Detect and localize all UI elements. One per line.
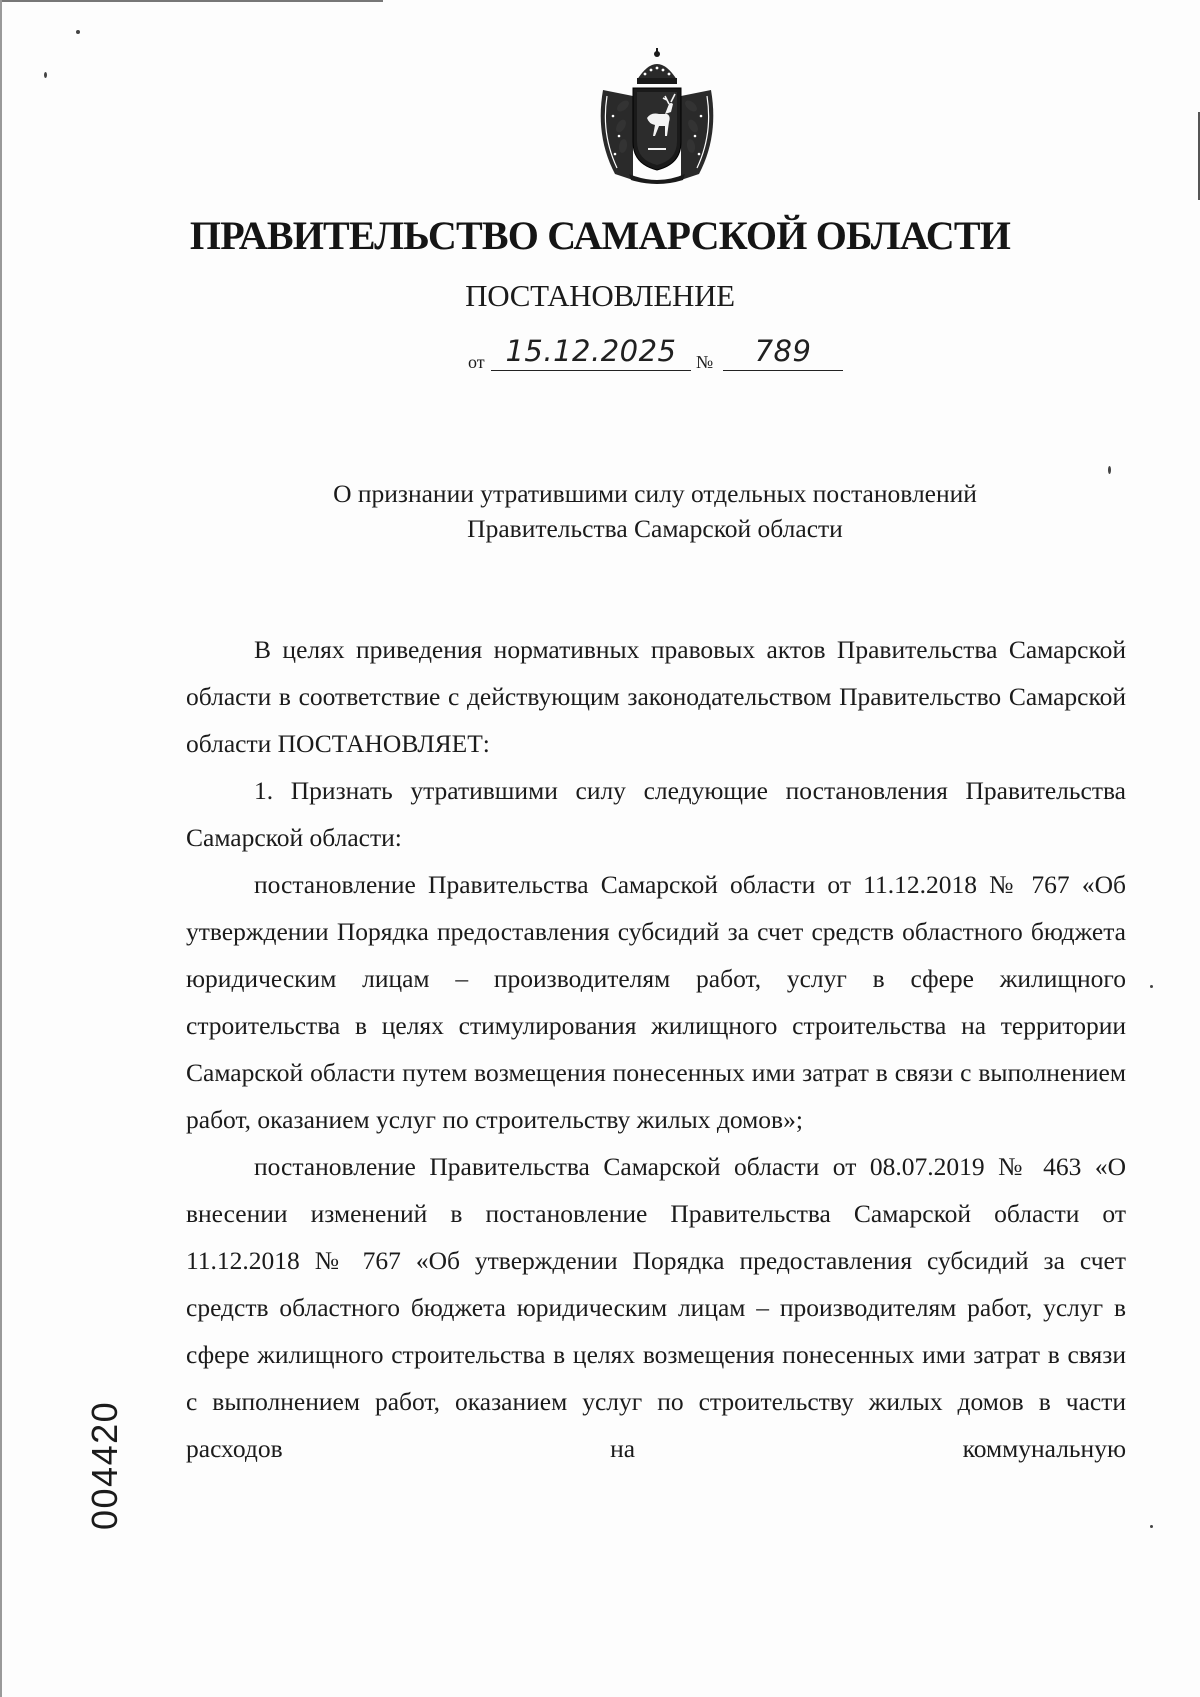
scan-speck (1150, 1525, 1153, 1528)
number-prefix-label: № (696, 352, 714, 372)
repealed-act-item-2: постановление Правительства Самарской области от 08.07.2019 № 463 «О внесении изменений в постановление Правительства Самарской области от 11.12.2018 № 767 «Об утверждении Порядка предоставления субсидий за счет средств областного бюджета юридическим лицам – производителям работ, услуг в сфере жилищного строительства в целях возмещения понесенных ими затрат в связи с выполнением работ, оказанием услуг по строительству жилых домов в части расходов на коммунальную (186, 1152, 1126, 1463)
repealed-act-item-1: постановление Правительства Самарской области от 11.12.2018 № 767 «Об утверждении Порядка предоставления субсидий за счет средств областного бюджета юридическим лицам – производителям работ, услуг в сфере жилищного строительства в целях стимулирования жилищного строительства на территории Самарской области путем возмещения понесенных ими затрат в связи с выполнением работ, оказанием услуг по строительству жилых домов»; (186, 870, 1126, 1134)
date-field (491, 336, 691, 371)
handwritten-number: 789 (754, 334, 812, 368)
handwritten-date: 15.12.2025 (505, 334, 677, 368)
date-prefix-label: от (468, 352, 485, 372)
clause-1-paragraph: 1. Признать утратившими силу следующие постановления Правительства Самарской области: (186, 776, 1126, 852)
registration-number: 004420 (84, 1400, 125, 1530)
date-number-line (468, 336, 848, 376)
document-subject (0, 476, 1200, 546)
document-body (186, 626, 1126, 1472)
scan-speck (76, 30, 80, 34)
subject-line-2: Правительства Самарской области (467, 514, 843, 543)
scan-edge-top (0, 0, 383, 2)
samara-region-coat-of-arms-icon (593, 46, 721, 186)
subject-line-1: О признании утратившими силу отдельных постановлений (333, 479, 977, 508)
scan-speck (1108, 466, 1111, 474)
number-field (723, 336, 843, 371)
scan-speck (1150, 985, 1153, 988)
document-type: ПОСТАНОВЛЕНИЕ (465, 278, 735, 313)
organization-title: ПРАВИТЕЛЬСТВО САМАРСКОЙ ОБЛАСТИ (189, 213, 1011, 258)
scan-speck (44, 72, 47, 78)
preamble-paragraph: В целях приведения нормативных правовых актов Правительства Самарской области в соответствие с действующим законодательством Правительство Самарской области ПОСТАНОВЛЯЕТ: (186, 635, 1126, 758)
